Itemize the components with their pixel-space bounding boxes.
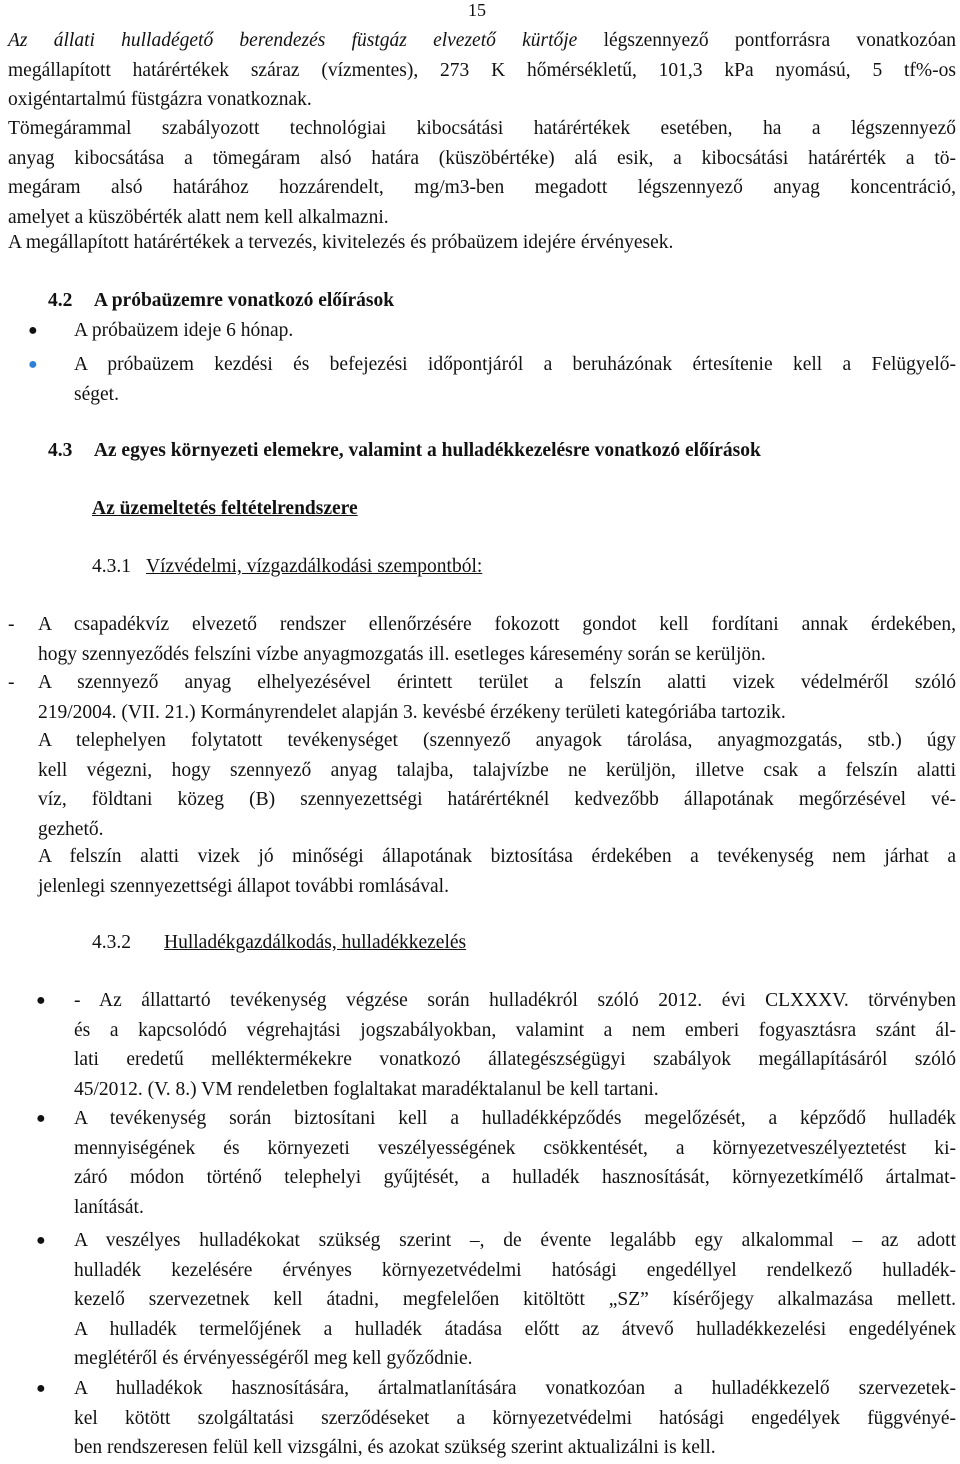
list-item: ● A tevékenység során biztosítani kell a hulladékképződés megelőzését, a képződő hulladék mennyiségének és környezeti veszélyességének csökkentését, a környezetveszélyeztetést ki- záró módon történő telephelyi gyűjtését, a hulladék hasznosítását, környezetkímélő ártalmat- lanítását.: [36, 1104, 956, 1224]
bullet-icon: ●: [28, 356, 38, 373]
intro-paragraph: Az állati hulladégető berendezés füstgáz elvezető kürtője légszennyező pontforrásra vonatkozóan megállapított határértékek száraz (vízmentes), 273 K hőmérsékletű, 101,3 kPa nyomású, 5 tf%-os oxigéntartalmú füstgázra vonatkoznak.: [8, 30, 956, 110]
bullet-icon: ●: [36, 992, 46, 1009]
section-4-3-1-number: 4.3.1: [92, 556, 131, 577]
bullet-icon: ●: [36, 1380, 46, 1397]
section-4-3-heading: 4.3 Az egyes környezeti elemekre, valamint a hulladékkezelésre vonatkozó előírások: [48, 440, 761, 461]
list-item: - A szennyező anyag elhelyezésével érintett terület a felszín alatti vizek védelméről szóló 219/2004. (VII. 21.) Kormányrendelet alapján 3. kevésbé érzékeny területi kategóriába tartozik.: [8, 672, 956, 723]
section-4-3-2-number: 4.3.2: [92, 932, 131, 953]
section-4-2-heading: 4.2 A próbaüzemre vonatkozó előírások: [48, 290, 395, 311]
page-number: 15: [468, 0, 486, 20]
bullet-icon: ●: [36, 1110, 46, 1127]
list-item: ● A veszélyes hulladékokat szükség szerint –, de évente legalább egy alkalommal – az adott hulladék kezelésére érvényes környezetvédelmi hatósági engedéllyel rendelkező hulladék- kezelő szervezetnek kell átadni, megfelelően kitöltött „SZ” kísérőjegy alkalmazása mellett. A hulladék termelőjének a hulladék átadása előtt az átvevő hulladékkezelési engedélyének meglétéről és érvényességéről meg kell győződnie.: [36, 1226, 956, 1376]
list-item: ● A próbaüzem kezdési és befejezési időpontjáról a beruházónak értesítenie kell a Felügyelő- séget.: [28, 350, 956, 410]
bullet-icon: ●: [28, 322, 38, 339]
list-item: - A csapadékvíz elvezető rendszer ellenőrzésére fokozott gondot kell fordítani annak érdekében, hogy szennyeződés felszíni vízbe anyagmozgatás ill. esetleges káresemény során se kerüljön.: [8, 614, 956, 665]
groundwater-paragraph: A felszín alatti vizek jó minőségi állapotának biztosítása érdekében a tevékenység nem járhat a jelenlegi szennyezettségi állapot további romlásával.: [38, 846, 956, 897]
list-item: ● A hulladékok hasznosítására, ártalmatlanítására vonatkozóan a hulladékkezelő szervezetek- kel kötött szolgáltatási szerződéseket a környezetvédelmi hatósági engedélyek függvényé- ben rendszeresen felül kell vizsgálni, és azokat szükség szerint aktualizálni is kell.: [36, 1374, 956, 1464]
validity-paragraph: A megállapított határértékek a tervezés, kivitelezés és próbaüzem idejére érvényesek.: [8, 232, 674, 253]
list-item: ● - Az állattartó tevékenység végzése során hulladékról szóló 2012. évi CLXXXV. törvényben és a kapcsolódó végrehajtási jogszabályokban, valamint a nem emberi fogyasztásra szánt ál- lati eredetű melléktermékekre vonatkozó állategészségügyi szabályok megállapításáról szóló 45/2012. (V. 8.) VM rendeletben foglaltakat maradéktalanul be kell tartani.: [36, 986, 956, 1106]
intro-italic-subject: Az állati hulladégető berendezés füstgáz elvezető kürtője: [8, 30, 578, 51]
bullet-icon: ●: [36, 1232, 46, 1249]
section-4-3-1-title: Vízvédelmi, vízgazdálkodási szempontból:: [146, 556, 483, 577]
site-activity-paragraph: A telephelyen folytatott tevékenységet (szennyező anyagok tárolása, anyagmozgatás, stb.) úgy kell végezni, hogy szennyező anyag talajba, talajvízbe ne kerüljön, illetve csak a felszín alatti víz, földtani közeg (B) szennyezettségi határértéknél kedvezőbb állapotának megőrzésével vé- gezhető.: [38, 730, 956, 840]
list-item: ● A próbaüzem ideje 6 hónap.: [28, 316, 956, 346]
mass-flow-paragraph: Tömegárammal szabályozott technológiai kibocsátási határértékek esetében, ha a légszennyező anyag kibocsátása a tömegáram alsó határa (küszöbértéke) alá esik, a kibocsátási határérték a tö- megáram alsó határához hozzárendelt, mg/m3-ben megadott légszennyező anyag koncentráció, amelyet a küszöbérték alatt nem kell alkalmazni.: [8, 118, 956, 228]
operating-conditions-subheading: Az üzemeltetés feltételrendszere: [92, 498, 358, 519]
section-4-3-2-title: Hulladékgazdálkodás, hulladékkezelés: [164, 932, 467, 953]
